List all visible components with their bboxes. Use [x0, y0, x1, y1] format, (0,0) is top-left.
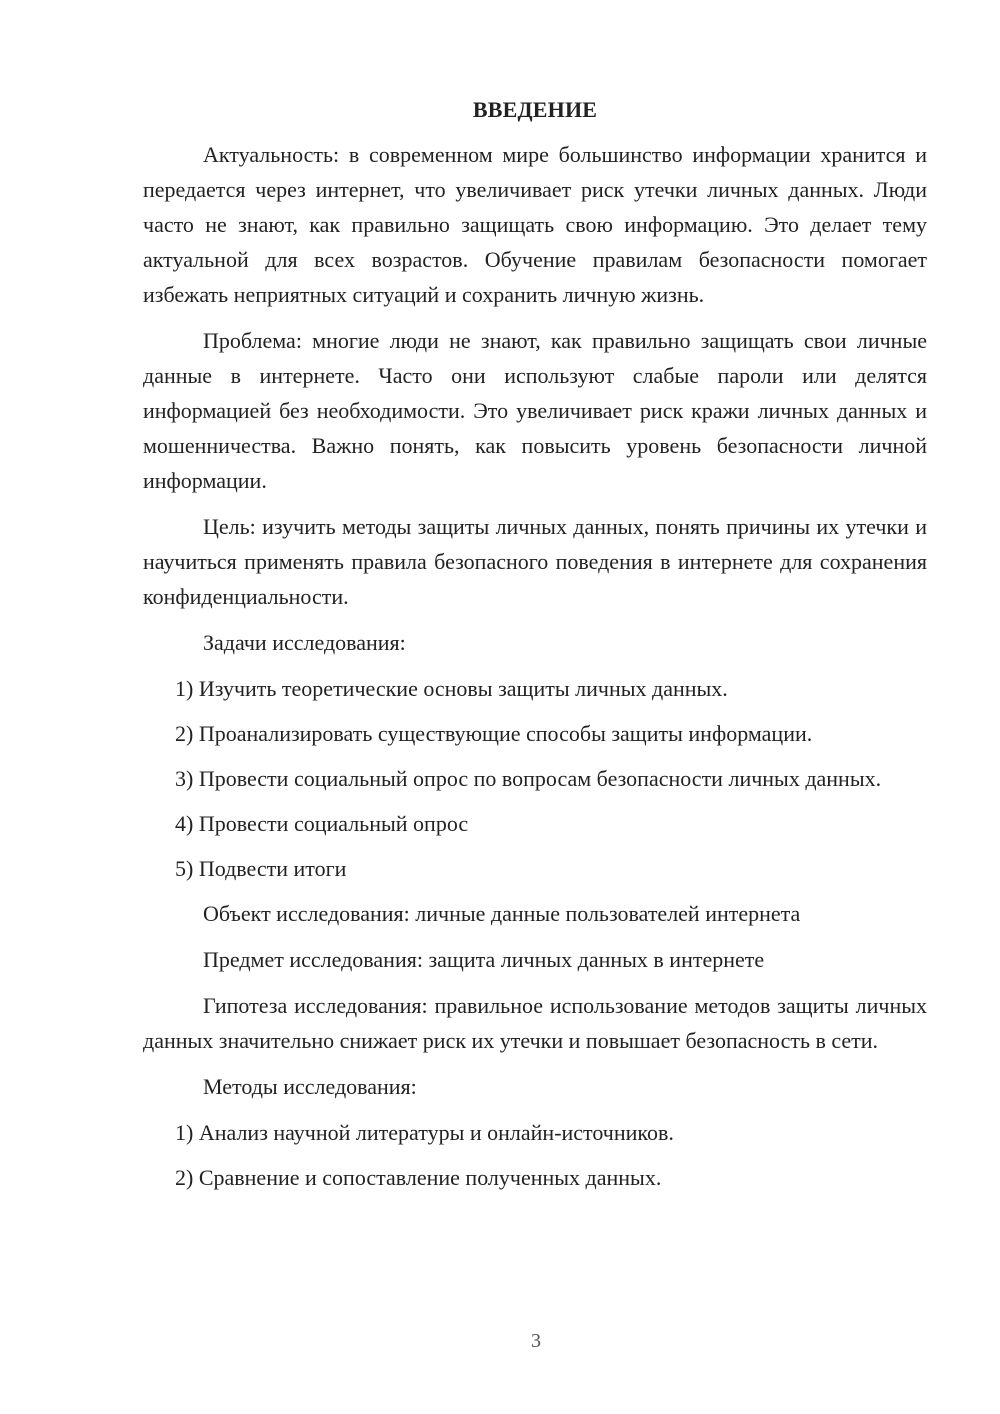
task-item-1: 1) Изучить теоретические основы защиты личных данных.: [175, 676, 728, 701]
relevance-paragraph: Актуальность: в современном мире большинство информации хранится и передается через интернет, что увеличивает риск утечки личных данных. Люди часто не знают, как правильно защищать свою информацию. Это делает тему актуальной для всех возрастов. Обучение правилам безопасности помогает избежать неприятных ситуаций и сохранить личную жизнь.: [143, 142, 927, 307]
page-number: 3: [531, 1330, 541, 1352]
methods-title: Методы исследования:: [203, 1074, 417, 1099]
task-item-4: 4) Провести социальный опрос: [175, 811, 469, 836]
task-item-3: 3) Провести социальный опрос по вопросам безопасности личных данных.: [175, 766, 882, 791]
method-item-2: 2) Сравнение и сопоставление полученных данных.: [175, 1165, 662, 1190]
task-item-5: 5) Подвести итоги: [175, 856, 347, 881]
task-item-2: 2) Проанализировать существующие способы защиты информации.: [175, 721, 813, 746]
page-title: ВВЕДЕНИЕ: [472, 97, 598, 122]
page-content: [143, 90, 927, 1205]
tasks-title: Задачи исследования:: [203, 630, 406, 655]
research-hypothesis: Гипотеза исследования: правильное использование методов защиты личных данных значительно снижает риск их утечки и повышает безопасность в сети.: [143, 993, 927, 1053]
research-subject: Предмет исследования: защита личных данных в интернете: [203, 947, 765, 972]
research-object: Объект исследования: личные данные пользователей интернета: [203, 901, 801, 926]
method-item-1: 1) Анализ научной литературы и онлайн-источников.: [175, 1120, 674, 1145]
problem-paragraph: Проблема: многие люди не знают, как правильно защищать свои личные данные в интернете. Часто они используют слабые пароли или делятся информацией без необходимости. Это увеличивает риск кражи личных данных и мошенничества. Важно понять, как повысить уровень безопасности личной информации.: [143, 328, 927, 493]
goal-paragraph: Цель: изучить методы защиты личных данных, понять причины их утечки и научиться применять правила безопасного поведения в интернете для сохранения конфиденциальности.: [143, 514, 927, 609]
